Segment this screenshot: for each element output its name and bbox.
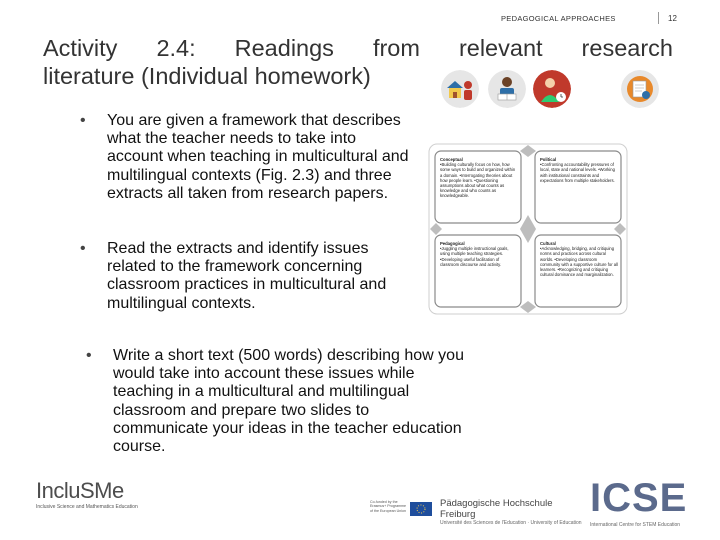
bullet-text: You are given a framework that describes what the teacher needs to take into account when teaching in multicultural and multilingual contexts (Fig. 2.3) and three extracts all taken from research papers. (107, 112, 409, 202)
page-number: 12 (668, 14, 677, 23)
title-line-1 (43, 34, 673, 62)
teacher-house-icon (441, 70, 479, 108)
quadrant-text: •Confronting accountability pressures of local, state and national levels. •Working with institutional constraints and expectations from multiple stakeholders. (540, 162, 615, 183)
eu-logo (370, 500, 434, 523)
quadrant-text: •Building culturally focus on how, how some ways to build and organized within a domain. •Interrogating theories about how people learn. •Questioning assumptions about what counts as knowledge and who counts as knowledgeable. (440, 162, 516, 199)
quadrant-heading: Cultural (540, 241, 556, 246)
quadrant-conceptual (440, 157, 518, 199)
icse-logo (590, 478, 715, 534)
bullet-item (80, 112, 410, 203)
framework-figure (428, 143, 628, 315)
ph-freiburg-logo (440, 498, 585, 526)
bullet-text: Read the extracts and identify issues related to the framework concerning classroom practices in multicultural and multilingual contexts. (107, 240, 387, 312)
title-word: research (581, 35, 673, 61)
bullet-symbol: • (86, 347, 92, 364)
quadrant-cultural (540, 241, 618, 277)
bullet-symbol: • (80, 240, 86, 257)
bullet-item (86, 347, 466, 456)
bullet-item (80, 240, 410, 313)
person-clock-icon (533, 70, 571, 108)
quadrant-heading: Pedagogical (440, 241, 465, 246)
title-word: 2.4: (156, 35, 196, 61)
reading-student-icon (488, 70, 526, 108)
topic-icons (441, 70, 666, 110)
ph-sub: Université des Sciences de l'Education · University of Education (440, 520, 582, 526)
globe-document-icon (621, 70, 659, 108)
ph-name: Pädagogische Hochschule Freiburg (440, 498, 553, 520)
quadrant-political (540, 157, 618, 183)
quadrant-heading: Political (540, 157, 557, 162)
inclusme-tagline: Inclusive Science and Mathematics Education (36, 504, 138, 510)
quadrant-heading: Conceptual (440, 157, 463, 162)
title-word: Readings (234, 35, 334, 61)
header-divider (658, 12, 659, 24)
icse-name: ICSE (590, 476, 688, 520)
title-line-2: literature (Individual homework) (43, 63, 371, 89)
title-word: relevant (458, 35, 543, 61)
quadrant-pedagogical (440, 241, 518, 267)
eu-text: Co-funded by the Erasmus+ Programme of the European Union (370, 500, 407, 513)
inclusme-name: IncluSMe (36, 478, 124, 503)
bullet-text: Write a short text (500 words) describing how you would take into account these issues while teaching in a multicultural and multilingual classroom and prepare two slides to communicate your ideas in the teacher education course. (113, 347, 464, 456)
quadrant-text: •Juggling multiple instructional goals, using multiple teaching strategies. •Developing useful facilitation of classroom discourse and activity. (440, 246, 509, 267)
title-word: Activity (43, 35, 118, 61)
inclusme-logo (36, 478, 146, 518)
bullet-symbol: • (80, 112, 86, 129)
title-word: from (372, 35, 420, 61)
quadrant-text: •Acknowledging, bridging, and critiquing norms and practices across cultural worlds. •Developing classroom community with a supportive culture for all learners. •Recognizing and critiquing cultural dominance and marginalization. (540, 246, 618, 278)
icse-sub: International Centre for STEM Education (590, 522, 681, 528)
header-section-label: PEDAGOGICAL APPROACHES (501, 14, 616, 23)
